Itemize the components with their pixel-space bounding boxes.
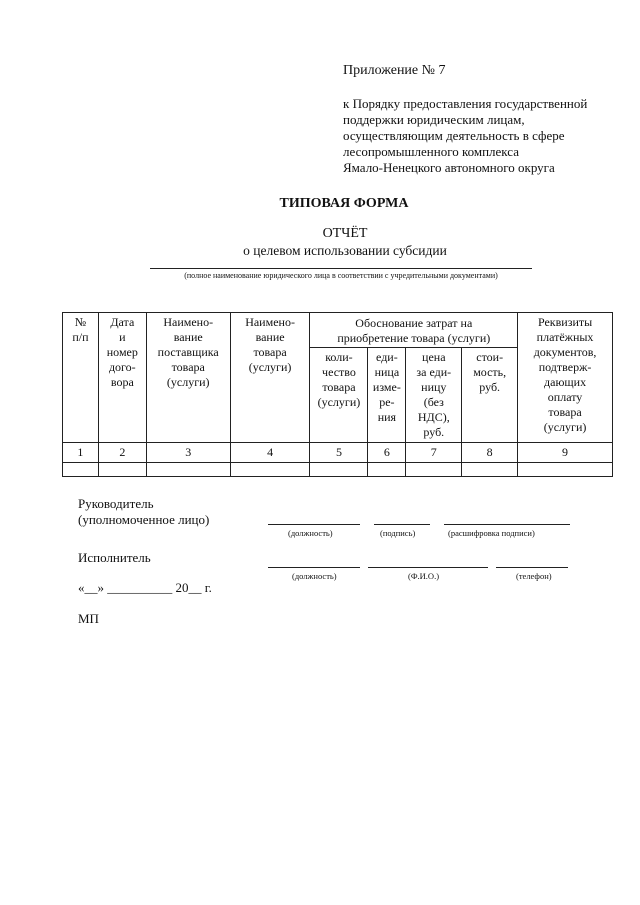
empty-cell[interactable] [462, 463, 518, 477]
header-supplier: Наимено- вание поставщика товара (услуги) [146, 313, 230, 443]
empty-cell[interactable] [63, 463, 99, 477]
head-name-caption: (расшифровка подписи) [448, 528, 535, 538]
column-number: 1 [63, 443, 99, 463]
column-number: 6 [368, 443, 406, 463]
stamp-placeholder: МП [78, 611, 99, 626]
executor-label: Исполнитель [78, 550, 151, 565]
empty-cell[interactable] [518, 463, 613, 477]
appendix-title: Приложение № 7 [343, 63, 446, 78]
empty-cell[interactable] [146, 463, 230, 477]
column-number: 4 [230, 443, 310, 463]
executor-position-line[interactable] [268, 567, 360, 568]
header-price: цена за еди- ницу (без НДС), руб. [406, 348, 462, 443]
date-line[interactable]: «__» __________ 20__ г. [78, 580, 212, 595]
head-position-caption: (должность) [288, 528, 333, 538]
table-row [63, 463, 613, 477]
organization-name-caption: (полное наименование юридического лица в соответствии с учредительными документами) [184, 271, 498, 280]
column-number: 9 [518, 443, 613, 463]
column-number: 2 [98, 443, 146, 463]
head-label: Руководитель [78, 496, 154, 511]
header-requisites: Реквизиты платёжных документов, подтверж- дающих оплату товара (услуги) [518, 313, 613, 443]
executor-name-caption: (Ф.И.О.) [408, 571, 440, 581]
header-qty: коли- чество товара (услуги) [310, 348, 368, 443]
header-unit: еди- ница изме- ре- ния [368, 348, 406, 443]
head-name-line[interactable] [444, 524, 570, 525]
column-number: 7 [406, 443, 462, 463]
organization-name-line[interactable] [150, 268, 532, 269]
report-table [62, 312, 613, 477]
header-date: Дата и номер дого- вора [98, 313, 146, 443]
head-sub-label: (уполномоченное лицо) [78, 512, 210, 527]
executor-phone-line[interactable] [496, 567, 568, 568]
header-num: № п/п [63, 313, 99, 443]
empty-cell[interactable] [406, 463, 462, 477]
executor-phone-caption: (телефон) [516, 571, 552, 581]
column-number: 5 [310, 443, 368, 463]
empty-cell[interactable] [368, 463, 406, 477]
empty-cell[interactable] [310, 463, 368, 477]
column-numbers-row [63, 443, 613, 463]
empty-cell[interactable] [98, 463, 146, 477]
head-position-line[interactable] [268, 524, 360, 525]
head-signature-caption: (подпись) [380, 528, 416, 538]
form-title: ТИПОВАЯ ФОРМА [279, 196, 409, 211]
header-justification: Обоснование затрат на приобретение товара (услуги) [310, 313, 518, 348]
executor-position-caption: (должность) [292, 571, 337, 581]
executor-name-line[interactable] [368, 567, 488, 568]
header-goods: Наимено- вание товара (услуги) [230, 313, 310, 443]
appendix-text: к Порядку предоставления государственной поддержки юридическим лицам, осуществляющим деятельность в сфере лесопромышленного комплекса Ямало-Ненецкого автономного округа [343, 96, 588, 175]
header-cost: стои- мость, руб. [462, 348, 518, 443]
empty-cell[interactable] [230, 463, 310, 477]
column-number: 8 [462, 443, 518, 463]
header-row-1 [63, 313, 613, 348]
report-subtitle: о целевом использовании субсидии [243, 243, 447, 258]
report-title: ОТЧЁТ [322, 226, 368, 241]
head-signature-line[interactable] [374, 524, 430, 525]
column-number: 3 [146, 443, 230, 463]
